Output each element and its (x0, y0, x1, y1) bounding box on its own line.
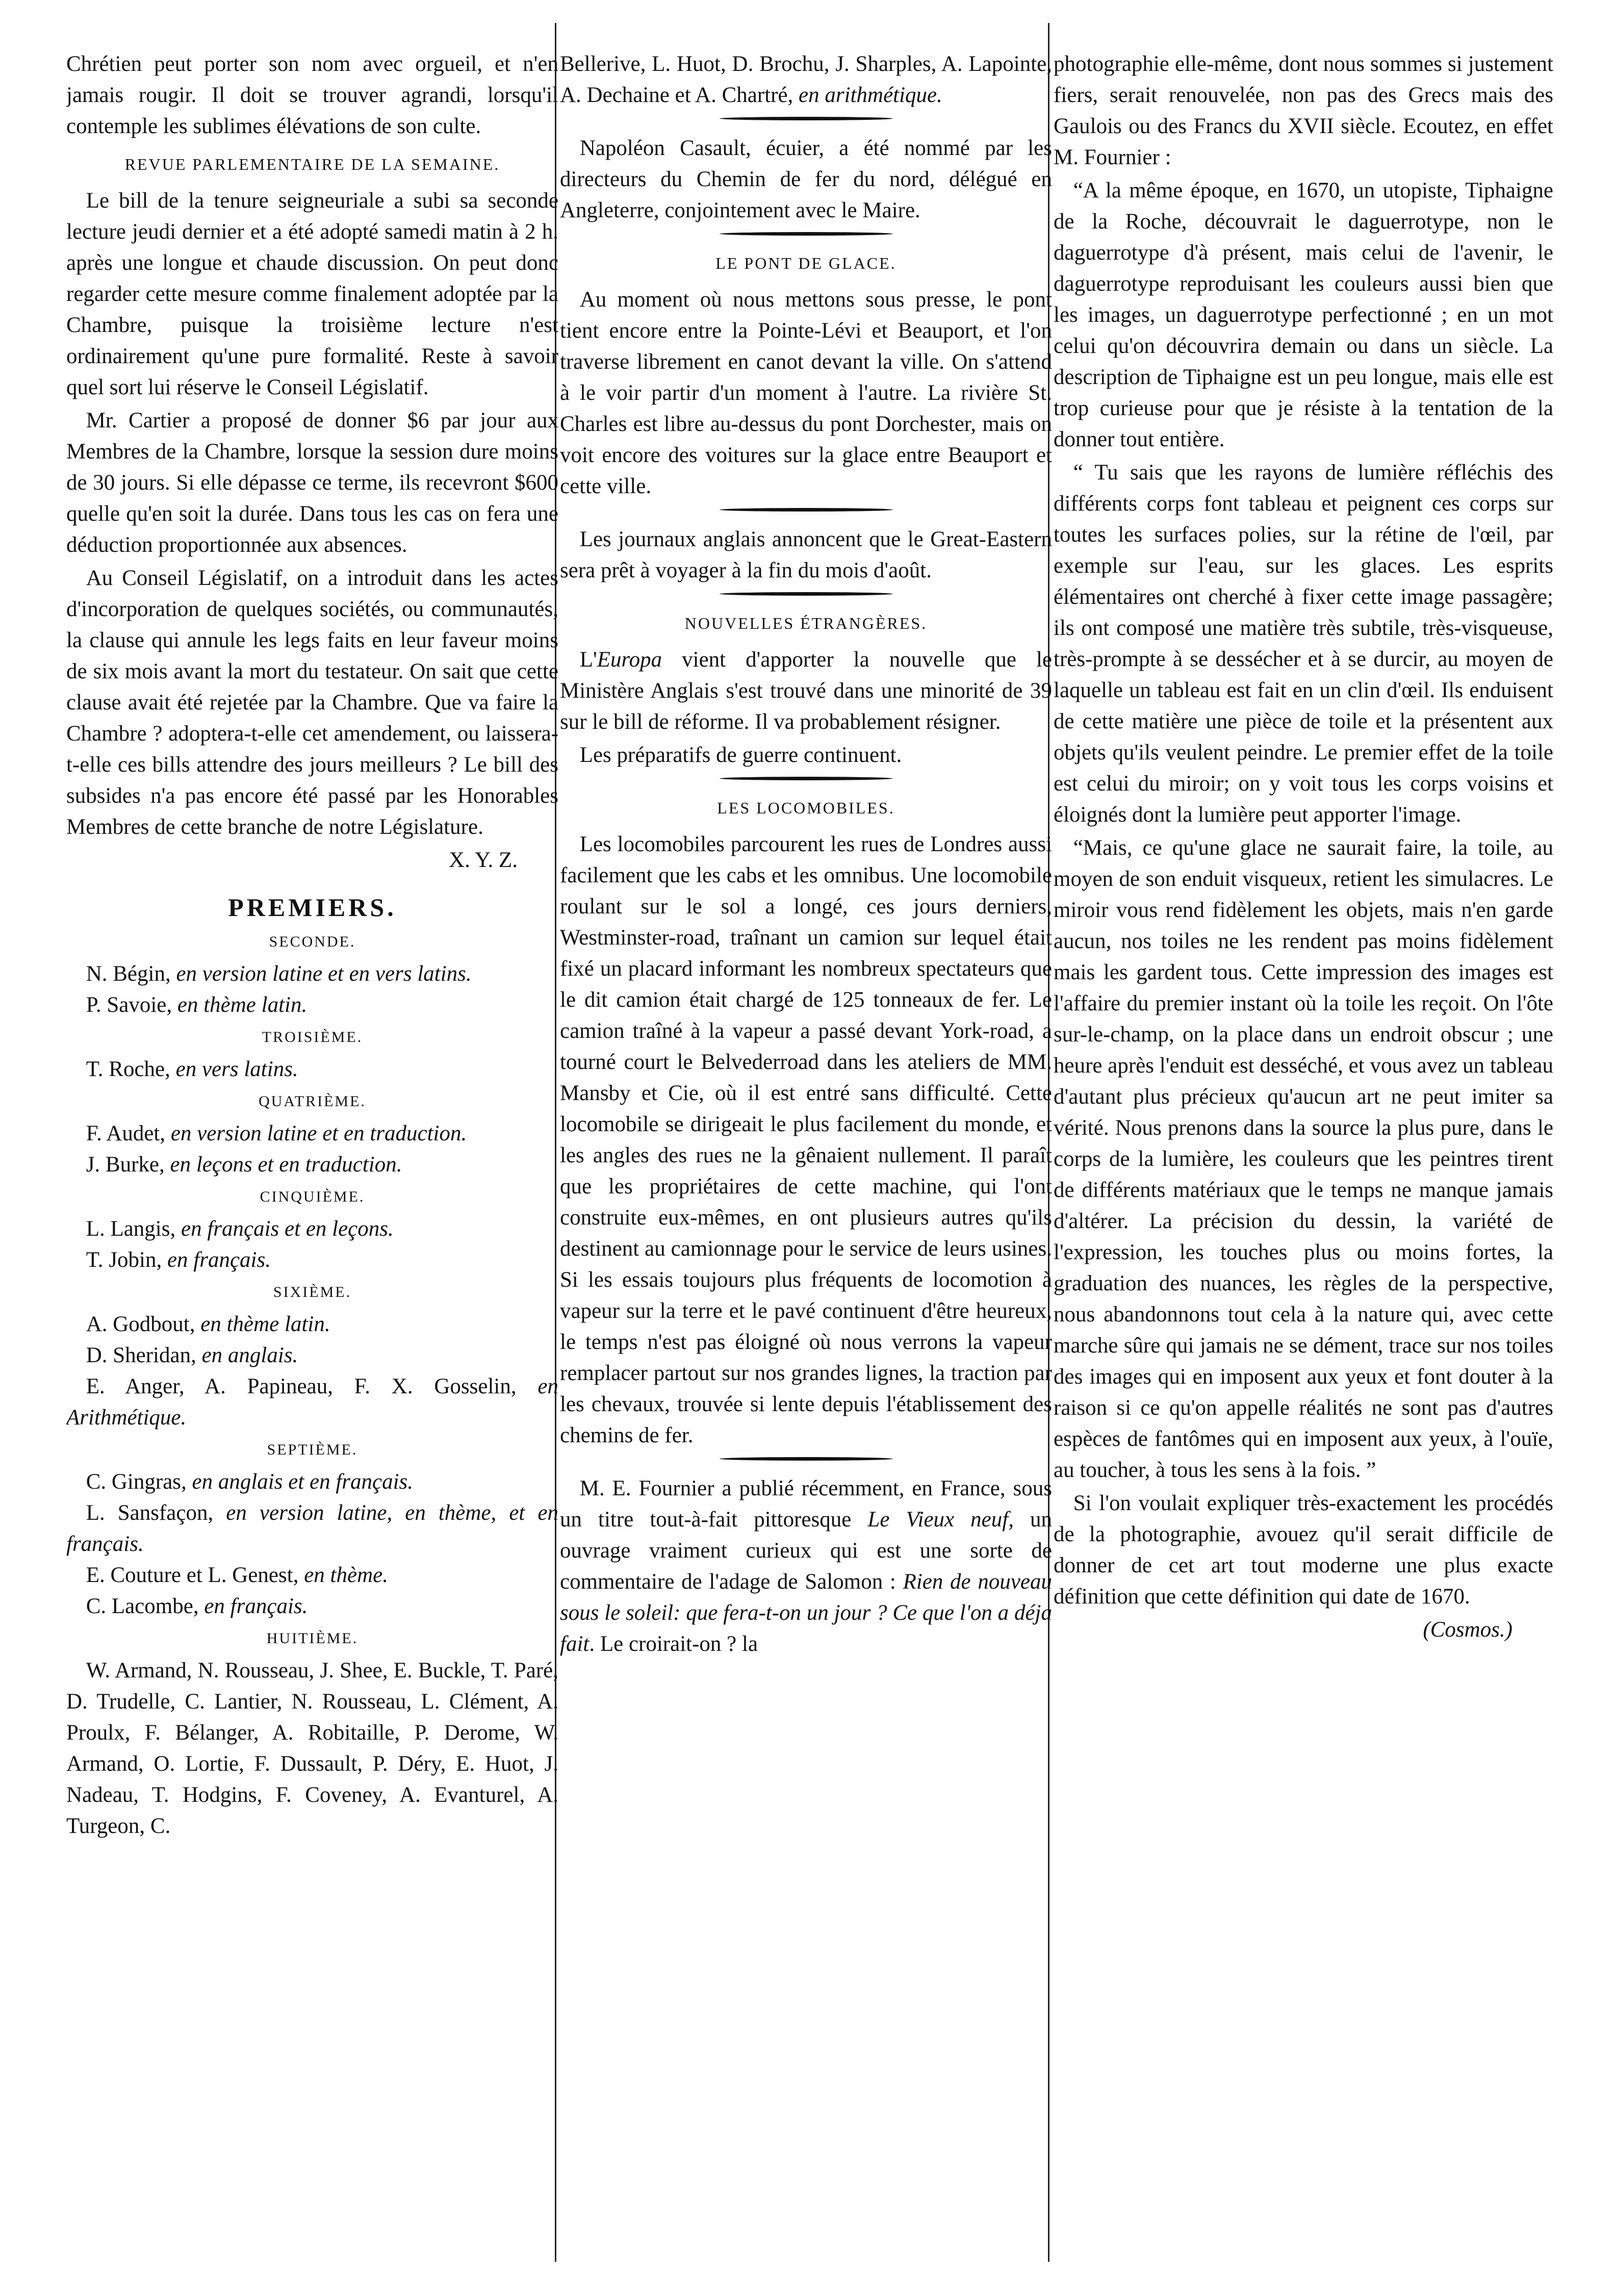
nouvelles-heading: NOUVELLES ÉTRANGÈRES. (684, 614, 928, 632)
prize-entry: A. Godbout, en thème latin. (86, 1312, 330, 1336)
prize-entry: J. Burke, en leçons et en traduction. (86, 1153, 402, 1177)
quatrieme-heading: QUATRIÈME. (259, 1093, 366, 1110)
premiers-heading: PREMIERS. (228, 893, 397, 922)
prize-continuation: Bellerive, L. Huot, D. Brochu, J. Sharples, A. Lapointe, A. Dechaine et A. Chartré, en arithmétique. (560, 52, 1052, 107)
prize-entry: F. Audet, en version latine et en traduction. (86, 1121, 467, 1145)
quote-paragraph-1: “A la même époque, en 1670, un utopiste, Tiphaigne de la Roche, découvrait le daguerrotype, non le daguerrotype d'à présent, mais celui de l'avenir, le daguerrotype reproduisant les couleurs aussi bien que les images, un daguerrotype perfectionné ; en un mot celui qu'on découvrira demain ou dans un siècle. La description de Tiphaigne est un peu longue, mais elle est trop curieuse pour que je résiste à la tentation de la donner tout entière. (1054, 178, 1553, 451)
column-3 (1054, 48, 1553, 2257)
locomobiles-heading: LES LOCOMOBILES. (717, 799, 895, 817)
prize-entry: L. Sansfaçon, en version latine, en thème, et en français. (66, 1501, 558, 1556)
photographie-paragraph: photographie elle-même, dont nous sommes si justement fiers, serait renouvelée, non pas des Grecs mais des Gaulois ou des Francs du XVII siècle. Ecoutez, en effet M. Fournier : (1054, 52, 1553, 169)
prize-entry: E. Couture et L. Genest, en thème. (86, 1563, 388, 1587)
separator-ornament (720, 232, 893, 236)
separator-ornament (720, 508, 893, 512)
signature: X. Y. Z. (449, 848, 518, 872)
prize-entry: T. Jobin, en français. (86, 1248, 271, 1272)
huitieme-heading: HUITIÈME. (266, 1630, 358, 1647)
cartier-paragraph: Mr. Cartier a proposé de donner $6 par jour aux Membres de la Chambre, lorsque la session dure moins de 30 jours. Si elle dépasse ce terme, ils recevront $600 quelle qu'en soit la durée. Dans tous les cas on fera une déduction proportionnée aux absences. (66, 409, 558, 557)
casault-paragraph: Napoléon Casault, écuier, a été nommé par les directeurs du Chemin de fer du nord, délégué en Angleterre, conjointement avec le Maire. (560, 136, 1052, 222)
column-2 (560, 48, 1052, 2257)
final-paragraph: Si l'on voulait expliquer très-exactement les procédés de la photographie, avouez qu'il serait difficile de donner de cet art tout moderne une plus exacte définition que cette définition qui date de 1670. (1054, 1491, 1553, 1609)
prize-entry: L. Langis, en français et en leçons. (86, 1217, 394, 1241)
revue-heading: REVUE PARLEMENTAIRE DE LA SEMAINE. (124, 155, 500, 173)
prize-entry: C. Gingras, en anglais et en français. (86, 1470, 414, 1494)
septieme-heading: SEPTIÈME. (267, 1441, 358, 1458)
huitieme-names: W. Armand, N. Rousseau, J. Shee, E. Buckle, T. Paré, D. Trudelle, C. Lantier, N. Rousseau, L. Clément, A. Proulx, F. Bélanger, A. Robitaille, P. Derome, W. Armand, O. Lortie, F. Dussault, P. Déry, E. Huot, J. Nadeau, T. Hodgins, F. Coveney, A. Evanturel, A. Turgeon, C. (66, 1659, 558, 1838)
source-citation: (Cosmos.) (1423, 1618, 1513, 1642)
troisieme-heading: TROISIÈME. (262, 1029, 363, 1045)
seconde-heading: SECONDE. (269, 933, 356, 950)
sixieme-heading: SIXIÈME. (273, 1284, 352, 1300)
intro-paragraph: Chrétien peut porter son nom avec orgueil, et n'en jamais rougir. Il doit se trouver agrandi, lorsqu'il contemple les sublimes élévations de son culte. (66, 52, 558, 138)
conseil-paragraph: Au Conseil Législatif, on a introduit dans les actes d'incorporation de quelques sociétés, ou communautés, la clause qui annule les legs faits en leur faveur moins de six mois avant la mort du testateur. On sait que cette clause avait été rejetée par la Chambre. Que va faire la Chambre ? adoptera-t-elle cet amendement, ou laissera-t-elle ces bills attendre des jours meilleurs ? Le bill des subsides n'a pas encore été passé par les Honorables Membres de cette branche de notre Législature. (66, 566, 558, 839)
separator-ornament (720, 117, 893, 120)
prize-entry: C. Lacombe, en français. (86, 1594, 308, 1618)
column-1 (66, 48, 558, 2257)
quote-paragraph-2: “ Tu sais que les rayons de lumière réfléchis des différents corps font tableau et peignent ces corps sur toutes les surfaces polies, sur la rétine de l'œil, par exemple sur l'eau, sur les glaces. Les esprits élémentaires ont cherché à fixer cette image passagère; ils ont composé une matière très subtile, très-visqueuse, très-prompte à se dessécher et à se durcir, au moyen de laquelle un tableau est fait en un clin d'œil. Ils enduisent de cette matière une pièce de toile et la présentent aux objets qu'ils veulent peindre. Le premier effet de la toile est celui du miroir; on y voit tous les corps voisins et éloignés dont la lumière peut apporter l'image. (1054, 461, 1553, 827)
prize-entry: T. Roche, en vers latins. (86, 1057, 298, 1081)
guerre-paragraph: Les préparatifs de guerre continuent. (579, 743, 902, 767)
prize-entry: N. Bégin, en version latine et en vers latins. (86, 962, 472, 986)
separator-ornament (720, 592, 893, 596)
locomobiles-paragraph: Les locomobiles parcourent les rues de Londres aussi facilement que les cabs et les omnibus. Une locomobile roulant sur le sol a longé, ces jours derniers, Westminster-road, traînant un camion sur lequel était fixé un placard informant les nombreux spectateurs que le dit camion était chargé de 125 tonneaux de fer. Le camion traîné à la vapeur a passé devant York-road, a tourné court le Belvederroad dans les ateliers de MM. Mansby et Cie, où il est entré sans difficulté. Cette locomobile se dirigeait le plus facilement du monde, et les angles des rues ne la gênaient nullement. Il paraît que les propriétaires de cette machine, qui l'ont construite eux-mêmes, en ont plusieurs autres qu'ils destinent au camionnage pour le service de leurs usines. Si les essais toujours plus fréquents de locomotion à vapeur sur la terre et le pavé continuent d'être heureux, le temps n'est pas éloigné où nous verrons la vapeur remplacer partout sur nos grandes lignes, la traction par les chevaux, trouvée si lente depuis l'établissement des chemins de fer. (560, 832, 1052, 1447)
separator-ornament (720, 1457, 893, 1461)
prize-entry: D. Sheridan, en anglais. (86, 1343, 298, 1367)
prize-entry: P. Savoie, en thème latin. (86, 993, 307, 1017)
pont-heading: LE PONT DE GLACE. (715, 254, 896, 272)
europa-paragraph: L'Europa vient d'apporter la nouvelle que le Ministère Anglais s'est trouvé dans une minorité de 39 sur le bill de réforme. Il va probablement résigner. (560, 648, 1052, 734)
prize-entry: E. Anger, A. Papineau, F. X. Gosselin, en Arithmétique. (66, 1374, 558, 1430)
separator-ornament (720, 777, 893, 780)
pont-paragraph: Au moment où nous mettons sous presse, le pont tient encore entre la Pointe-Lévi et Beauport, et l'on traverse librement en canot devant la ville. On s'attend à le voir partir d'un moment à l'autre. La rivière St. Charles est libre au-dessus du pont Dorchester, mais on voit encore des voitures sur la glace entre Beauport et cette ville. (560, 288, 1052, 498)
fournier-paragraph: M. E. Fournier a publié récemment, en France, sous un titre tout-à-fait pittoresque Le Vieux neuf, un ouvrage vraiment curieux qui est une sorte de commentaire de l'adage de Salomon : Rien de nouveau sous le soleil: que fera-t-on un jour ? Ce que l'on a déja fait. Le croirait-on ? la (560, 1476, 1052, 1656)
quote-paragraph-3: “Mais, ce qu'une glace ne saurait faire, la toile, au moyen de son enduit visqueux, retient les simulacres. Le miroir vous rend fidèlement les objets, mais n'en garde aucun, nos toiles ne les rendent pas moins fidèlement mais les gardent tous. Cette impression des images est l'affaire du premier instant où la toile les reçoit. On l'ôte sur-le-champ, on la place dans un endroit obscur ; une heure après l'enduit est desséché, et vous avez un tableau d'autant plus précieux qu'aucun art ne peut imiter sa vérité. Nous prenons dans la source la plus pure, dans le corps de la lumière, les couleurs que les peintres tirent de différents matériaux que le temps ne manque jamais d'altérer. La précision du dessin, la variété de l'expression, les touches plus ou moins fortes, la graduation des nuances, les règles de la perspective, nous abandonnons tout cela à la nature qui, avec cette marche sûre qui jamais ne se dément, trace sur nos toiles des images qui en imposent aux yeux et font douter à la raison si ce qu'on appelle réalités ne sont pas d'autres espèces de fantômes qui en imposent aux yeux, à l'ouïe, au toucher, à tous les sens à la fois. ” (1054, 836, 1553, 1482)
journaux-paragraph: Les journaux anglais annoncent que le Great-Eastern sera prêt à voyager à la fin du mois d'août. (560, 527, 1052, 582)
cinquieme-heading: CINQUIÈME. (260, 1188, 365, 1205)
seigneuriale-paragraph: Le bill de la tenure seigneuriale a subi sa seconde lecture jeudi dernier et a été adopté samedi matin à 2 h. après une longue et chaude discussion. On peut donc regarder cette mesure comme finalement adoptée par la Chambre, puisque la troisième lecture n'est ordinairement qu'une pure formalité. Reste à savoir quel sort lui réserve le Conseil Législatif. (66, 189, 558, 399)
